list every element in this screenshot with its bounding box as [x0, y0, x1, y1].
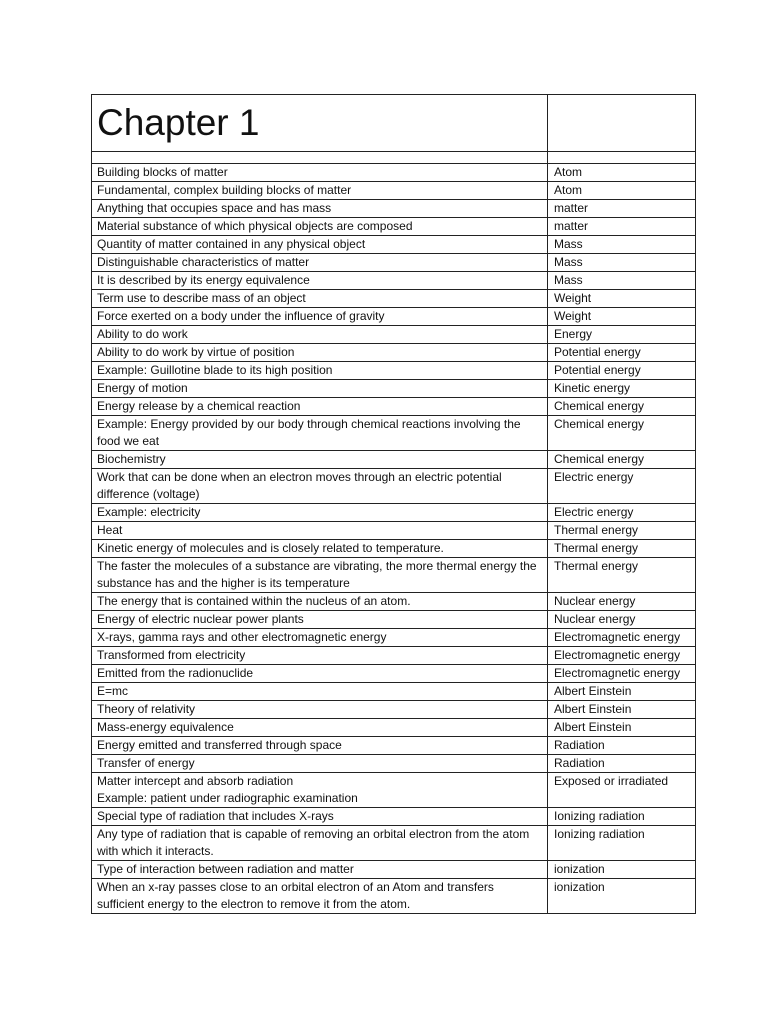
term-cell — [92, 808, 548, 826]
answer-text: Albert Einstein — [554, 702, 632, 716]
term-text: Example: electricity — [97, 505, 201, 519]
term-cell — [92, 773, 548, 808]
term-text: Theory of relativity — [97, 702, 196, 716]
term-cell — [92, 683, 548, 701]
answer-cell — [548, 808, 696, 826]
table-row — [92, 773, 696, 808]
answer-text: Electromagnetic energy — [554, 630, 681, 644]
answer-cell — [548, 540, 696, 558]
answer-text: Atom — [554, 183, 583, 197]
answer-cell — [548, 701, 696, 719]
table-row — [92, 254, 696, 272]
term-text: Fundamental, complex building blocks of matter — [97, 183, 352, 197]
answer-text: Mass — [554, 237, 583, 251]
term-text: It is described by its energy equivalence — [97, 273, 310, 287]
term-cell — [92, 380, 548, 398]
answer-text: Thermal energy — [554, 541, 639, 555]
title-row — [92, 95, 696, 152]
term-text: Energy release by a chemical reaction — [97, 399, 301, 413]
answer-cell — [548, 326, 696, 344]
terms-table-body — [92, 95, 696, 914]
table-row — [92, 737, 696, 755]
answer-text: Kinetic energy — [554, 381, 631, 395]
answer-text: ionization — [554, 862, 605, 876]
answer-cell — [548, 826, 696, 861]
term-cell — [92, 861, 548, 879]
table-row — [92, 164, 696, 182]
table-row — [92, 683, 696, 701]
term-text: Energy emitted and transferred through space — [97, 738, 342, 752]
term-text: Mass-energy equivalence — [97, 720, 234, 734]
answer-cell — [548, 380, 696, 398]
table-row — [92, 719, 696, 737]
term-text: The faster the molecules of a substance are vibrating, the more thermal energy the substance has and the higher is its temperature — [97, 559, 537, 590]
answer-text: ionization — [554, 880, 605, 894]
term-text: Example: Energy provided by our body through chemical reactions involving the food we eat — [97, 417, 521, 448]
table-row — [92, 469, 696, 504]
term-text: Emitted from the radionuclide — [97, 666, 254, 680]
table-row — [92, 647, 696, 665]
term-cell — [92, 362, 548, 380]
term-text: Biochemistry — [97, 452, 166, 466]
term-text: Transformed from electricity — [97, 648, 246, 662]
answer-text: Electric energy — [554, 470, 634, 484]
spacer-cell — [92, 152, 548, 164]
term-cell — [92, 416, 548, 451]
answer-text: Weight — [554, 291, 592, 305]
term-cell — [92, 164, 548, 182]
answer-text: Radiation — [554, 756, 605, 770]
answer-text: Chemical energy — [554, 399, 645, 413]
table-row — [92, 236, 696, 254]
term-cell — [92, 719, 548, 737]
answer-text: Electromagnetic energy — [554, 666, 681, 680]
table-row — [92, 344, 696, 362]
term-text: Material substance of which physical objects are composed — [97, 219, 413, 233]
term-text: Quantity of matter contained in any physical object — [97, 237, 366, 251]
table-row — [92, 398, 696, 416]
term-cell — [92, 558, 548, 593]
answer-text: Potential energy — [554, 363, 641, 377]
term-cell — [92, 308, 548, 326]
table-row — [92, 218, 696, 236]
table-row — [92, 290, 696, 308]
answer-cell — [548, 469, 696, 504]
answer-text: Thermal energy — [554, 523, 639, 537]
term-text: Ability to do work — [97, 327, 188, 341]
term-text: Anything that occupies space and has mass — [97, 201, 332, 215]
answer-cell — [548, 362, 696, 380]
table-row — [92, 808, 696, 826]
answer-text: Weight — [554, 309, 592, 323]
answer-text: Electric energy — [554, 505, 634, 519]
answer-text: Exposed or irradiated — [554, 774, 669, 788]
term-cell — [92, 344, 548, 362]
answer-text: Chemical energy — [554, 417, 645, 431]
answer-cell — [548, 398, 696, 416]
table-row — [92, 540, 696, 558]
answer-cell — [548, 451, 696, 469]
answer-cell — [548, 558, 696, 593]
table-row — [92, 200, 696, 218]
answer-text: Nuclear energy — [554, 612, 636, 626]
answer-cell — [548, 416, 696, 451]
answer-cell — [548, 164, 696, 182]
answer-cell — [548, 683, 696, 701]
answer-cell — [548, 254, 696, 272]
table-row — [92, 504, 696, 522]
table-row — [92, 380, 696, 398]
term-cell — [92, 290, 548, 308]
table-row — [92, 611, 696, 629]
table-row — [92, 451, 696, 469]
answer-cell — [548, 773, 696, 808]
answer-text: Ionizing radiation — [554, 827, 645, 841]
term-cell — [92, 611, 548, 629]
term-cell — [92, 398, 548, 416]
term-text: Kinetic energy of molecules and is closely related to temperature. — [97, 541, 444, 555]
answer-text: Albert Einstein — [554, 684, 632, 698]
answer-cell — [548, 236, 696, 254]
term-text: Ability to do work by virtue of position — [97, 345, 295, 359]
document-page — [91, 94, 695, 914]
title-empty-cell — [548, 95, 696, 152]
answer-cell — [548, 522, 696, 540]
term-text: Example: Guillotine blade to its high position — [97, 363, 333, 377]
answer-cell — [548, 719, 696, 737]
answer-cell — [548, 218, 696, 236]
term-text: Heat — [97, 523, 123, 537]
chapter-title: Chapter 1 — [97, 102, 260, 143]
table-row — [92, 416, 696, 451]
answer-text: Nuclear energy — [554, 594, 636, 608]
term-text: Special type of radiation that includes X-rays — [97, 809, 334, 823]
answer-text: Potential energy — [554, 345, 641, 359]
answer-cell — [548, 629, 696, 647]
answer-cell — [548, 182, 696, 200]
table-row — [92, 272, 696, 290]
table-row — [92, 701, 696, 719]
term-text: Any type of radiation that is capable of removing an orbital electron from the atom with which it interacts. — [97, 827, 530, 858]
answer-cell — [548, 737, 696, 755]
term-cell — [92, 504, 548, 522]
term-cell — [92, 326, 548, 344]
answer-text: Ionizing radiation — [554, 809, 645, 823]
answer-cell — [548, 861, 696, 879]
answer-cell — [548, 200, 696, 218]
answer-text: Mass — [554, 273, 583, 287]
answer-text: Thermal energy — [554, 559, 639, 573]
answer-cell — [548, 504, 696, 522]
term-text: The energy that is contained within the nucleus of an atom. — [97, 594, 411, 608]
term-cell — [92, 469, 548, 504]
term-text: X-rays, gamma rays and other electromagnetic energy — [97, 630, 387, 644]
answer-cell — [548, 290, 696, 308]
answer-cell — [548, 755, 696, 773]
table-row — [92, 629, 696, 647]
table-row — [92, 182, 696, 200]
table-row — [92, 522, 696, 540]
term-text: Distinguishable characteristics of matter — [97, 255, 310, 269]
term-cell — [92, 540, 548, 558]
term-text: Work that can be done when an electron moves through an electric potential difference (voltage) — [97, 470, 502, 501]
answer-text: Chemical energy — [554, 452, 645, 466]
term-cell — [92, 665, 548, 683]
term-text: E=mc — [97, 684, 129, 698]
term-text: Force exerted on a body under the influence of gravity — [97, 309, 385, 323]
term-cell — [92, 236, 548, 254]
term-text: Type of interaction between radiation and matter — [97, 862, 354, 876]
term-cell — [92, 254, 548, 272]
terms-table — [91, 94, 696, 914]
table-row — [92, 362, 696, 380]
term-cell — [92, 200, 548, 218]
term-text: Term use to describe mass of an object — [97, 291, 306, 305]
answer-text: Energy — [554, 327, 593, 341]
answer-cell — [548, 647, 696, 665]
term-cell — [92, 701, 548, 719]
term-cell — [92, 218, 548, 236]
answer-cell — [548, 308, 696, 326]
answer-cell — [548, 272, 696, 290]
term-cell — [92, 755, 548, 773]
term-text: Energy of electric nuclear power plants — [97, 612, 304, 626]
answer-text: matter — [554, 201, 589, 215]
spacer-row — [92, 152, 696, 164]
term-text: Matter intercept and absorb radiation Example: patient under radiographic examination — [97, 774, 358, 805]
term-cell — [92, 629, 548, 647]
term-cell — [92, 451, 548, 469]
term-cell — [92, 522, 548, 540]
table-row — [92, 308, 696, 326]
spacer-cell — [548, 152, 696, 164]
title-cell — [92, 95, 548, 152]
term-cell — [92, 182, 548, 200]
answer-cell — [548, 665, 696, 683]
answer-text: Electromagnetic energy — [554, 648, 681, 662]
table-row — [92, 861, 696, 879]
term-cell — [92, 826, 548, 861]
table-row — [92, 665, 696, 683]
answer-text: Mass — [554, 255, 583, 269]
term-text: Building blocks of matter — [97, 165, 228, 179]
answer-cell — [548, 344, 696, 362]
table-row — [92, 826, 696, 861]
table-row — [92, 755, 696, 773]
answer-cell — [548, 879, 696, 914]
table-row — [92, 879, 696, 914]
term-cell — [92, 737, 548, 755]
answer-text: Radiation — [554, 738, 605, 752]
term-text: Energy of motion — [97, 381, 188, 395]
answer-cell — [548, 593, 696, 611]
answer-text: Atom — [554, 165, 583, 179]
term-text: When an x-ray passes close to an orbital electron of an Atom and transfers sufficient energy to the electron to remove it from the atom. — [97, 880, 494, 911]
answer-text: Albert Einstein — [554, 720, 632, 734]
table-row — [92, 558, 696, 593]
term-cell — [92, 593, 548, 611]
term-cell — [92, 272, 548, 290]
term-cell — [92, 647, 548, 665]
table-row — [92, 326, 696, 344]
answer-cell — [548, 611, 696, 629]
table-row — [92, 593, 696, 611]
term-cell — [92, 879, 548, 914]
term-text: Transfer of energy — [97, 756, 195, 770]
answer-text: matter — [554, 219, 589, 233]
